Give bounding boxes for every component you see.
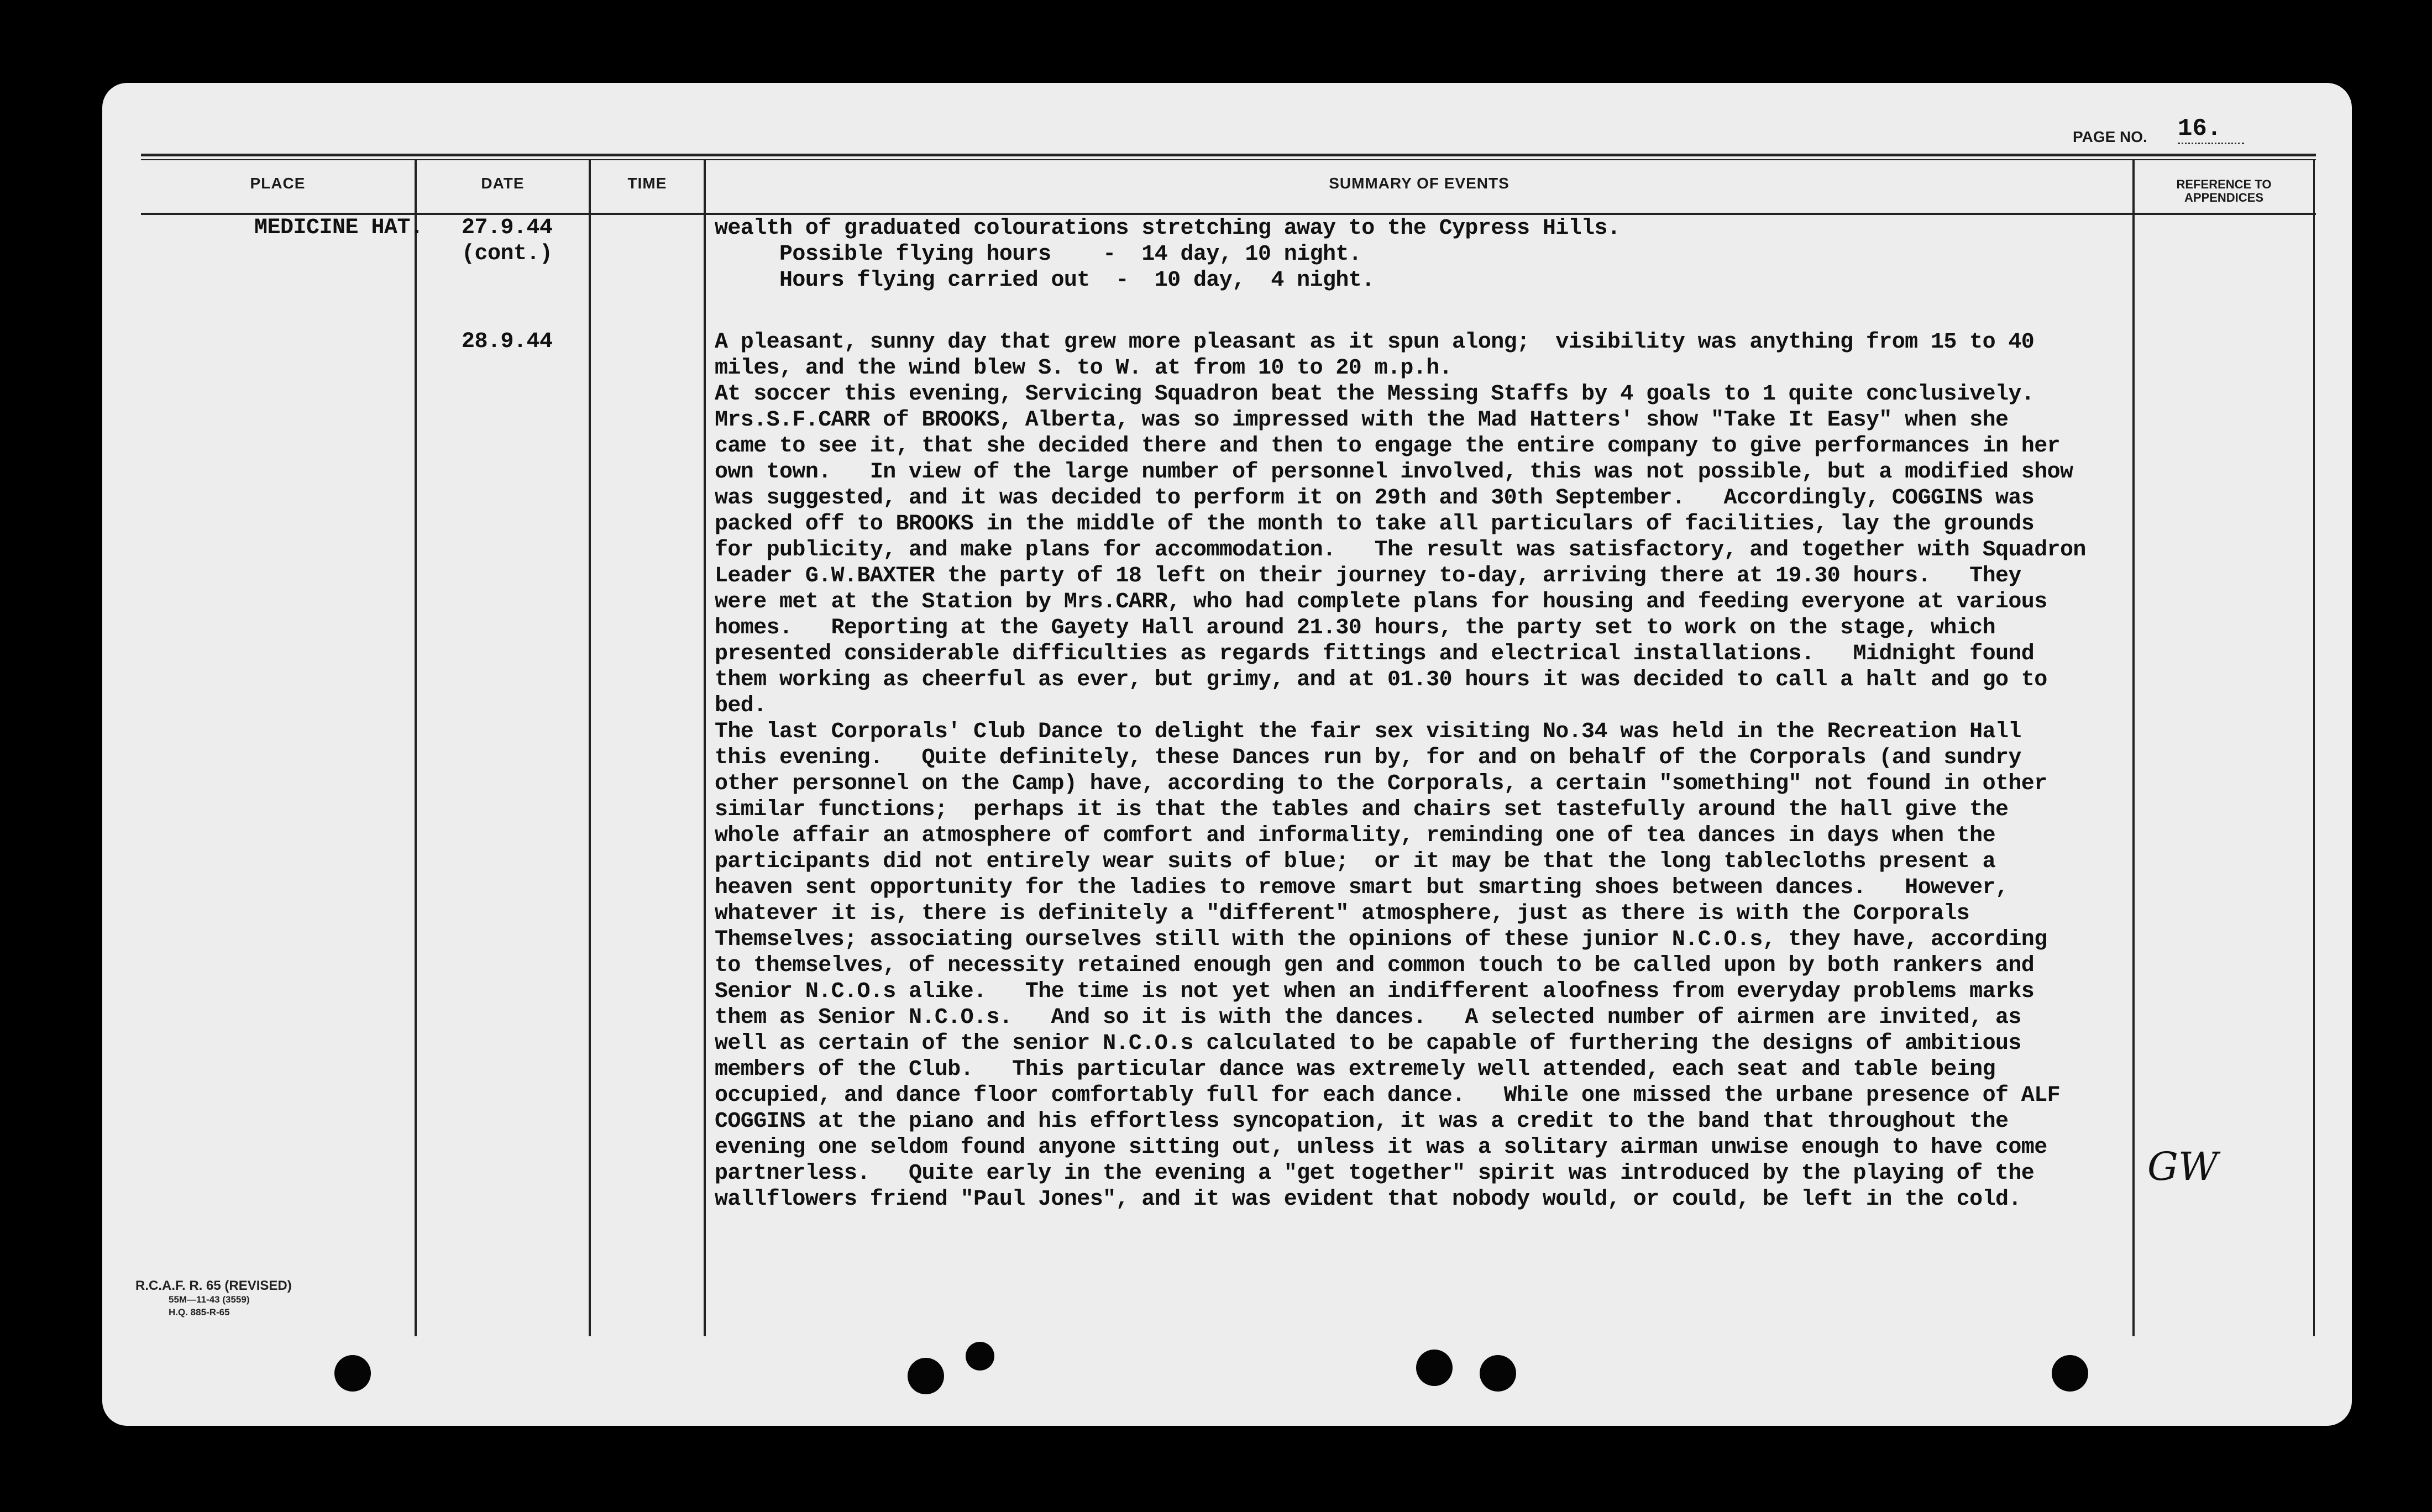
binder-hole [2052, 1355, 2088, 1392]
summary-line: for publicity, and make plans for accommodation. The result was satisfactory, and together with Squadron [715, 538, 2086, 563]
summary-line: partnerless. Quite early in the evening a "get together" spirit was introduced by the playing of the [715, 1161, 2035, 1186]
column-header-summary: SUMMARY OF EVENTS [1329, 175, 1509, 192]
summary-line: Hours flying carried out - 10 day, 4 night. [715, 268, 1375, 293]
column-divider-date-time [589, 159, 591, 1336]
column-divider-summary-ref [2132, 159, 2135, 1336]
form-id-line1: R.C.A.F. R. 65 (REVISED) [135, 1278, 292, 1293]
summary-line: Possible flying hours - 14 day, 10 night. [715, 242, 1362, 267]
summary-line: occupied, and dance floor comfortably full for each dance. While one missed the urbane presence of ALF [715, 1083, 2061, 1108]
summary-line: whatever it is, there is definitely a "different" atmosphere, just as there is with the Corporals [715, 901, 1970, 926]
binder-hole [908, 1358, 944, 1394]
summary-line: participants did not entirely wear suits of blue; or it may be that the long tablecloths present a [715, 849, 1995, 874]
form-id-line3: H.Q. 885-R-65 [169, 1307, 230, 1317]
summary-line: presented considerable difficulties as regards fittings and electrical installations. Midnight found [715, 642, 2035, 666]
entry-date: 28.9.44 [462, 329, 553, 354]
summary-line: evening one seldom found anyone sitting out, unless it was a solitary airman unwise enough to have come [715, 1135, 2047, 1160]
right-border [2313, 159, 2315, 1336]
entry-summary-block [715, 216, 1620, 293]
summary-line: packed off to BROOKS in the middle of the month to take all particulars of facilities, lay the grounds [715, 512, 2035, 537]
entry-place: MEDICINE HAT. [254, 216, 423, 240]
summary-line: COGGINS at the piano and his effortless syncopation, it was a credit to the band that throughout the [715, 1109, 2009, 1134]
summary-line: were met at the Station by Mrs.CARR, who had complete plans for housing and feeding everyone at various [715, 590, 2047, 615]
entry-summary-block [715, 329, 2086, 1212]
diary-form-card [102, 83, 2352, 1426]
handwritten-initials: GW [2147, 1144, 2218, 1189]
summary-line: was suggested, and it was decided to perform it on 29th and 30th September. Accordingly, COGGINS was [715, 486, 2035, 511]
binder-hole [966, 1342, 994, 1371]
summary-line: this evening. Quite definitely, these Dances run by, for and on behalf of the Corporals (and sundry [715, 746, 2021, 770]
summary-line: heaven sent opportunity for the ladies to remove smart but smarting shoes between dances. However, [715, 875, 2009, 900]
entry-date: 27.9.44 [462, 216, 553, 240]
form-id-line2: 55M—11-43 (3559) [169, 1294, 250, 1305]
summary-line: A pleasant, sunny day that grew more pleasant as it spun along; visibility was anything from 15 to 40 [715, 330, 2035, 355]
summary-line: them as Senior N.C.O.s. And so it is with the dances. A selected number of airmen are invited, as [715, 1005, 2021, 1030]
summary-line: Leader G.W.BAXTER the party of 18 left on their journey to-day, arriving there at 19.30 hours. They [715, 564, 2021, 589]
page-number-label: PAGE NO. [2073, 128, 2147, 145]
summary-line: Themselves; associating ourselves still with the opinions of these junior N.C.O.s, they have, according [715, 927, 2047, 952]
summary-line: The last Corporals' Club Dance to delight the fair sex visiting No.34 was held in the Recreation Hall [715, 720, 2021, 744]
header-top-rule [141, 154, 2316, 156]
summary-line: similar functions; perhaps it is that the tables and chairs set tastefully around the hall give the [715, 797, 2009, 822]
summary-line: Mrs.S.F.CARR of BROOKS, Alberta, was so impressed with the Mad Hatters' show "Take It Easy" when she [715, 408, 2009, 433]
binder-hole [334, 1355, 371, 1392]
summary-line: Senior N.C.O.s alike. The time is not yet when an indifferent aloofness from everyday problems marks [715, 979, 2035, 1004]
summary-line: miles, and the wind blew S. to W. at from 10 to 20 m.p.h. [715, 356, 1453, 381]
summary-line: to themselves, of necessity retained enough gen and common touch to be called upon by both rankers and [715, 953, 2035, 978]
summary-line: bed. [715, 694, 767, 718]
summary-line: whole affair an atmosphere of comfort and informality, reminding one of tea dances in days when the [715, 823, 1995, 848]
summary-line: At soccer this evening, Servicing Squadron beat the Messing Staffs by 4 goals to 1 quite conclusively. [715, 382, 2035, 407]
column-header-date: DATE [481, 175, 525, 192]
header-top-rule-thin [141, 159, 2316, 160]
summary-line: members of the Club. This particular dance was extremely well attended, each seat and table being [715, 1057, 1995, 1082]
summary-line: wealth of graduated colourations stretching away to the Cypress Hills. [715, 216, 1621, 241]
column-divider-time-summary [704, 159, 706, 1336]
binder-hole [1416, 1350, 1453, 1386]
column-header-time: TIME [627, 175, 667, 192]
summary-line: other personnel on the Camp) have, according to the Corporals, a certain "something" not found in other [715, 771, 2047, 796]
page-number-value: 16. [2178, 115, 2244, 144]
column-divider-place-date [415, 159, 417, 1336]
column-header-reference-line1: REFERENCE TO [2176, 177, 2272, 191]
column-header-reference-line2: APPENDICES [2184, 191, 2264, 204]
summary-line: well as certain of the senior N.C.O.s calculated to be capable of furthering the designs of ambitious [715, 1031, 2021, 1056]
header-bottom-rule [141, 213, 2316, 215]
summary-line: wallflowers friend "Paul Jones", and it was evident that nobody would, or could, be left in the cold. [715, 1187, 2021, 1212]
entry-date-continuation: (cont.) [462, 242, 553, 266]
summary-line: came to see it, that she decided there and then to engage the entire company to give performances in her [715, 434, 2061, 459]
column-header-place: PLACE [250, 175, 306, 192]
summary-line: them working as cheerful as ever, but grimy, and at 01.30 hours it was decided to call a halt and go to [715, 668, 2047, 692]
summary-line: own town. In view of the large number of personnel involved, this was not possible, but a modified show [715, 460, 2073, 485]
binder-hole [1480, 1355, 1516, 1392]
summary-line: homes. Reporting at the Gayety Hall around 21.30 hours, the party set to work on the stage, which [715, 616, 1995, 641]
